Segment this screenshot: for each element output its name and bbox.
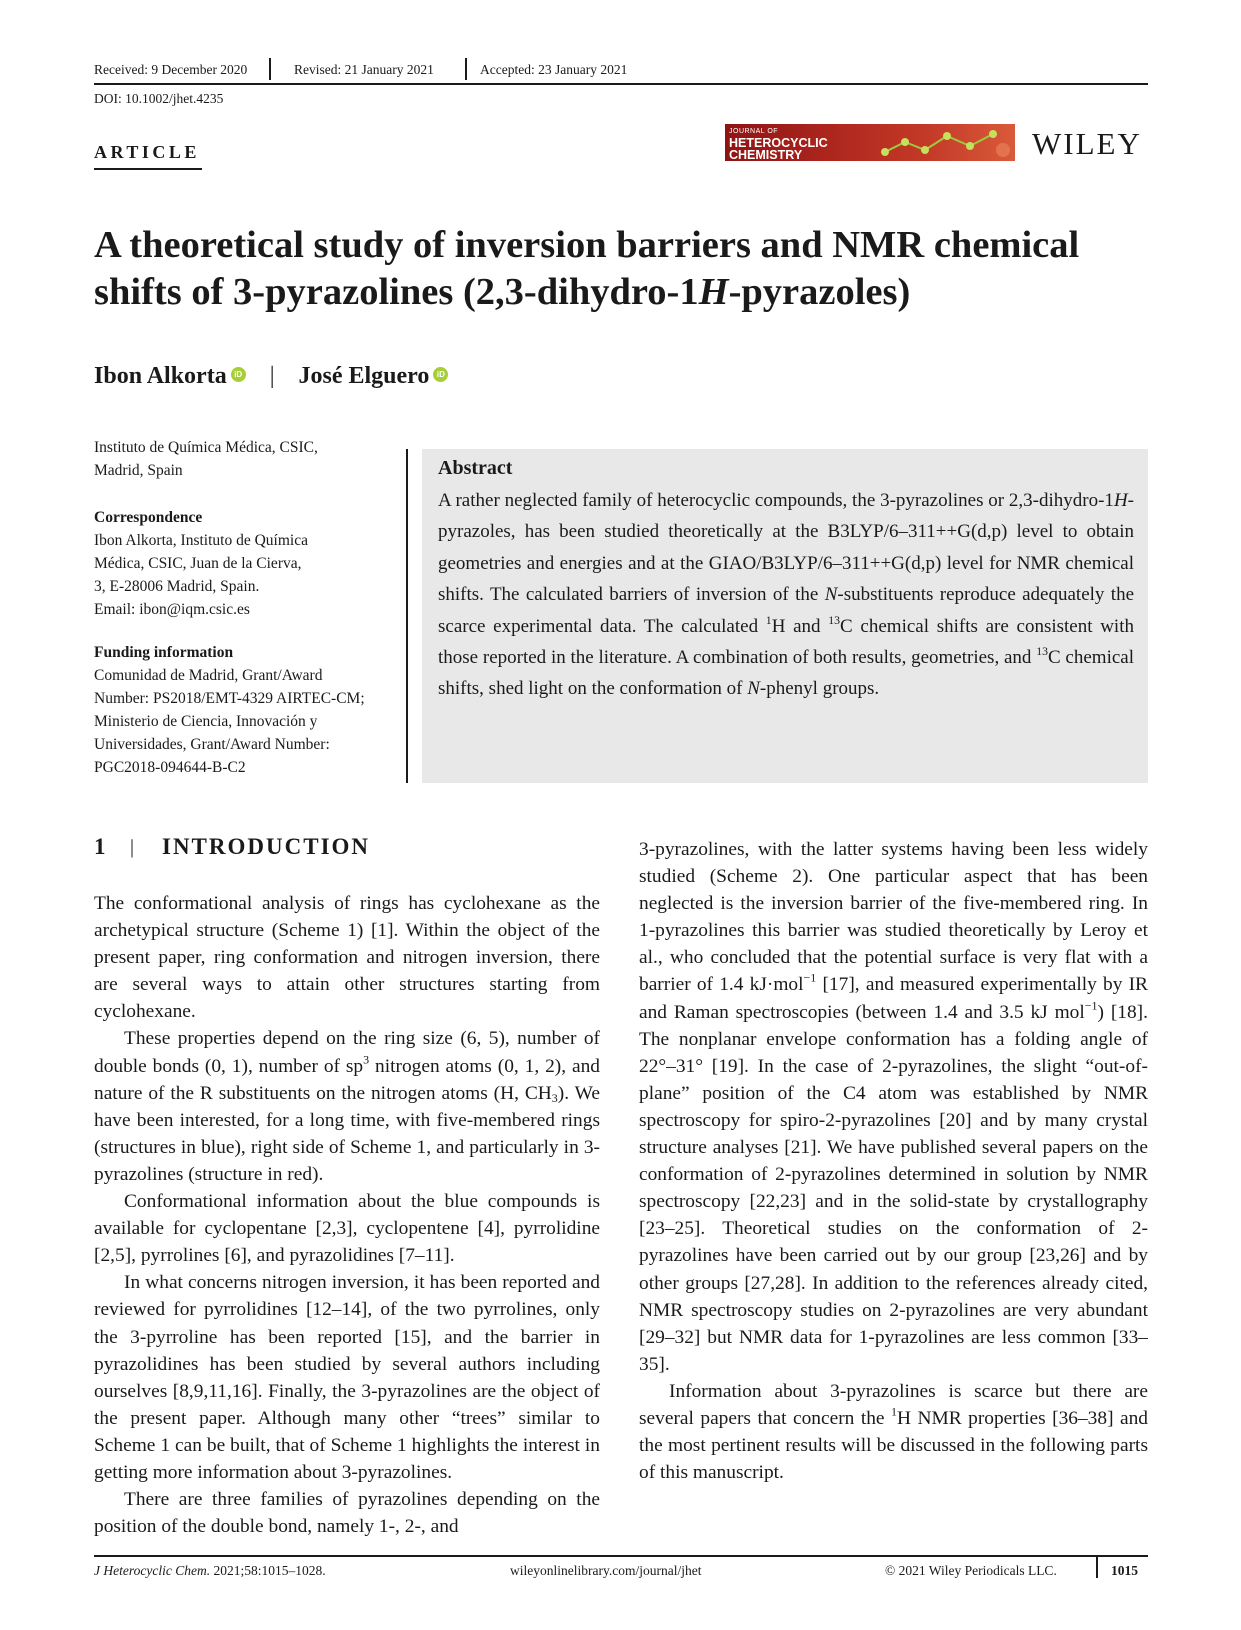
paragraph-run: [17], and measured experimentally by IR and Raman spectroscopies (between 1.4 and 3.5 kJ mol [639,974,1148,1023]
footer-url[interactable]: wileyonlinelibrary.com/journal/jhet [510,1563,702,1578]
superscript: 1 [891,1404,898,1419]
paragraph-run: nitrogen atoms (0, 1, 2), and nature of the R substituents on the nitrogen atoms (H, CH [94,1055,600,1104]
affiliation-line: Madrid, Spain [94,462,183,479]
funding-line: Universidades, Grant/Award Number: [94,736,330,753]
molecule-graphic-icon [875,124,1015,161]
abstract-italic: N [747,678,760,700]
abstract-run: -phenyl groups. [759,678,880,700]
abstract-box [422,449,1148,783]
footer-journal: J Heterocyclic Chem. [94,1563,211,1578]
paragraph-run: These properties depend on the ring size (6, 5), number of double bonds (0, 1), number of sp [94,1028,600,1077]
page-number: 1015 [1111,1563,1138,1578]
abstract-run: -substituents reproduce adequately the scarce experimental data. The calculated [438,584,1134,637]
title-line2 [94,269,1154,316]
author-name[interactable]: José Elguero [298,363,430,389]
orcid-icon[interactable]: iD [231,367,246,382]
header-rule [94,83,1148,85]
article-type-label: ARTICLE [94,142,200,162]
body-column-right [639,836,1148,1486]
correspondence-heading: Correspondence [94,509,203,526]
superscript: 13 [1036,644,1048,658]
correspondence-line: Médica, CSIC, Juan de la Cierva, [94,555,302,572]
footer-rule [94,1555,1148,1557]
superscript: −1 [803,971,817,986]
footer-citation [94,1563,326,1579]
info-divider [406,449,408,783]
funding-heading: Funding information [94,644,234,661]
paragraph-run: ) [18]. The nonplanar envelope conformation has a folding angle of 22°–31° [19]. In the case of 2-pyrazolines, the slight “out-of-plane” position of the C4 atom was established by NMR spectroscopy for spiro-2-pyrazolines [20] and by many crystal structure analyses [21]. We have published several papers on the conformation of 2-pyrazolines determined in solution by NMR spectroscopy [22,23] and in the solid-state by crystallography [23–25]. Theoretical studies on the conformation of 2-pyrazolines have been carried out by our group [23,26] and by other groups [27,28]. In addition to the references already cited, NMR spectroscopy studies on 2-pyrazolines are very abundant [29–32] but NMR data for 1-pyrazolines are less common [33–35]. [639,1001,1148,1375]
abstract-heading: Abstract [438,457,513,479]
funding-line: Ministerio de Ciencia, Innovación y [94,713,318,730]
title-text: shifts of 3-pyrazolines (2,3-dihydro-1 [94,271,699,313]
correspondence-email[interactable]: Email: ibon@iqm.csic.es [94,601,250,618]
funding-line: Number: PS2018/EMT-4329 AIRTEC-CM; [94,690,365,707]
funding-line: PGC2018-094644-B-C2 [94,759,246,776]
received-date: Received: 9 December 2020 [94,62,248,77]
abstract-run: C chemical shifts, shed light on the conformation of [438,647,1134,700]
superscript: 3 [363,1052,370,1067]
publisher-logo: WILEY [1032,126,1142,161]
date-divider [465,58,467,80]
paragraph-run: Information about 3-pyrazolines is scarce but there are several papers that concern the [639,1380,1148,1429]
author-separator: | [269,363,275,389]
section-number: 1 [94,834,106,859]
paragraph [639,836,1148,1378]
article-title [94,222,1154,316]
paragraph-run: 3-pyrazolines, with the latter systems having been less widely studied (Scheme 2). One particular aspect that has been neglected is the inversion barrier of the five-membered ring. In 1-pyrazolines this barrier was studied theoretically by Leroy et al., who concluded that the potential surface is very flat with a barrier of 1.4 kJ·mol [639,839,1148,996]
footer-divider [1096,1556,1098,1578]
footer-copyright: © 2021 Wiley Periodicals LLC. [885,1563,1057,1578]
date-divider [269,58,271,80]
affiliation-line: Instituto de Química Médica, CSIC, [94,439,318,456]
correspondence-line: Ibon Alkorta, Instituto de Química [94,532,308,549]
journal-name-line2: CHEMISTRY [729,148,803,161]
correspondence-line: 3, E-28006 Madrid, Spain. [94,578,260,595]
paragraph: The conformational analysis of rings has cyclohexane as the archetypical structure (Scheme 1) [1]. Within the object of the present paper, ring conformation and nitrogen inversion, there are several ways to attain other structures starting from cyclohexane. [94,893,600,1023]
article-label-underline [94,168,202,170]
abstract-italic: H [1113,490,1128,511]
funding-line: Comunidad de Madrid, Grant/Award [94,667,323,684]
footer-citation-rest: 2021;58:1015–1028. [210,1563,326,1578]
journal-name-small: JOURNAL OF [729,128,779,135]
abstract-run: C chemical shifts are consistent with those reported in the literature. A combination of both results, geometries, and [438,615,1134,669]
superscript: 1 [765,613,772,627]
paragraph-run: H NMR properties [36–38] and the most pertinent results will be discussed in the following parts of this manuscript. [639,1407,1148,1484]
section-separator: | [130,836,135,858]
body-column-left [94,890,600,1540]
abstract-run: H and [771,615,829,637]
abstract-run: A rather neglected family of heterocyclic compounds, the 3-pyrazolines or 2,3-dihydro-1 [438,490,1114,511]
journal-name-line1: HETEROCYCLIC [729,136,828,150]
affiliation [94,436,394,482]
subscript: 3 [551,1090,558,1105]
paragraph: There are three families of pyrazolines depending on the position of the double bond, namely 1-, 2-, and [94,1489,600,1538]
funding-block [94,641,394,779]
section-title: INTRODUCTION [162,834,371,859]
journal-banner [725,124,1015,161]
author-name[interactable]: Ibon Alkorta [94,363,227,389]
paragraph [94,1025,600,1188]
abstract-run: -pyrazoles, has been studied theoretically at the B3LYP/6–311++G(d,p) level to obtain geometries and energies and at the GIAO/B3LYP/6–311++G(d,p) level for NMR chemical shifts. The calculated barriers of inversion of the [438,490,1134,606]
abstract-italic: N [824,584,838,606]
orcid-icon[interactable]: iD [433,367,448,382]
abstract-text [438,485,1134,705]
paragraph: In what concerns nitrogen inversion, it has been reported and reviewed for pyrrolidines [12–14], of the two pyrrolines, only the 3-pyrroline has been reported [15], and the barrier in pyrazolidines has been studied by several authors including ourselves [8,9,11,16]. Finally, the 3-pyrazolines are the object of the present paper. Although many other “trees” similar to Scheme 1 can be built, that of Scheme 1 highlights the interest in getting more information about 3-pyrazolines. [94,1272,600,1483]
correspondence-block [94,506,394,621]
author-list [94,363,448,390]
doi[interactable]: DOI: 10.1002/jhet.4235 [94,91,224,106]
title-italic: H [698,271,729,313]
paragraph [639,1378,1148,1486]
revised-date: Revised: 21 January 2021 [294,62,434,77]
superscript: −1 [1084,998,1098,1013]
title-text: -pyrazoles) [728,271,911,313]
superscript: 13 [828,613,841,627]
title-line1: A theoretical study of inversion barriers and NMR chemical [94,224,1080,266]
journal-name [729,126,828,161]
paragraph: Conformational information about the blue compounds is available for cyclopentane [2,3], cyclopentene [4], pyrrolidine [2,5], pyrrolines [6], and pyrazolidines [7–11]. [94,1191,600,1267]
paragraph-run: ). We have been interested, for a long time, with five-membered rings (structures in blue), right side of Scheme 1, and particularly in 3-pyrazolines (structure in red). [94,1082,600,1185]
accepted-date: Accepted: 23 January 2021 [480,62,628,77]
